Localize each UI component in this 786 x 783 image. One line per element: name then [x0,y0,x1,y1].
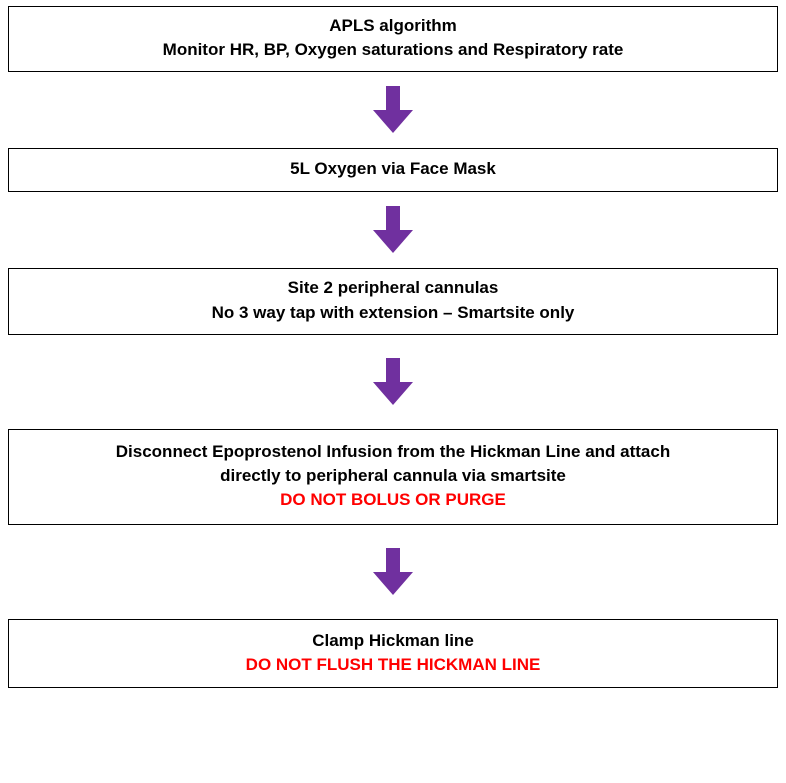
down-arrow-icon [372,358,414,406]
node-line: APLS algorithm [329,16,457,35]
connector-arrow-4 [8,525,778,619]
connector-arrow-3 [8,335,778,429]
connector-arrow-1 [8,72,778,148]
node-line-warning: DO NOT FLUSH THE HICKMAN LINE [245,655,541,675]
connector-arrow-2 [8,192,778,268]
node-line: No 3 way tap with extension – Smartsite only [211,302,575,322]
node-line: directly to peripheral cannula via smartsite [220,465,566,485]
node-line: 5L Oxygen via Face Mask [290,159,496,179]
node-line: Monitor HR, BP, Oxygen saturations and Respiratory rate [162,40,624,60]
flowchart-node-oxygen-face-mask [8,148,778,192]
down-arrow-icon [372,206,414,254]
down-arrow-icon [372,548,414,596]
flowchart-node-apls-algorithm [8,6,778,72]
node-line: Clamp Hickman line [312,631,474,650]
down-arrow-icon [372,86,414,134]
flowchart-node-peripheral-cannulas [8,268,778,334]
node-line-warning: DO NOT BOLUS OR PURGE [280,489,506,509]
node-line: Site 2 peripheral cannulas [287,278,499,298]
flowchart-node-clamp-hickman-line [8,619,778,688]
node-line: Disconnect Epoprostenol Infusion from the Hickman Line and attach [115,441,671,461]
flowchart-node-disconnect-epoprostenol [8,429,778,525]
